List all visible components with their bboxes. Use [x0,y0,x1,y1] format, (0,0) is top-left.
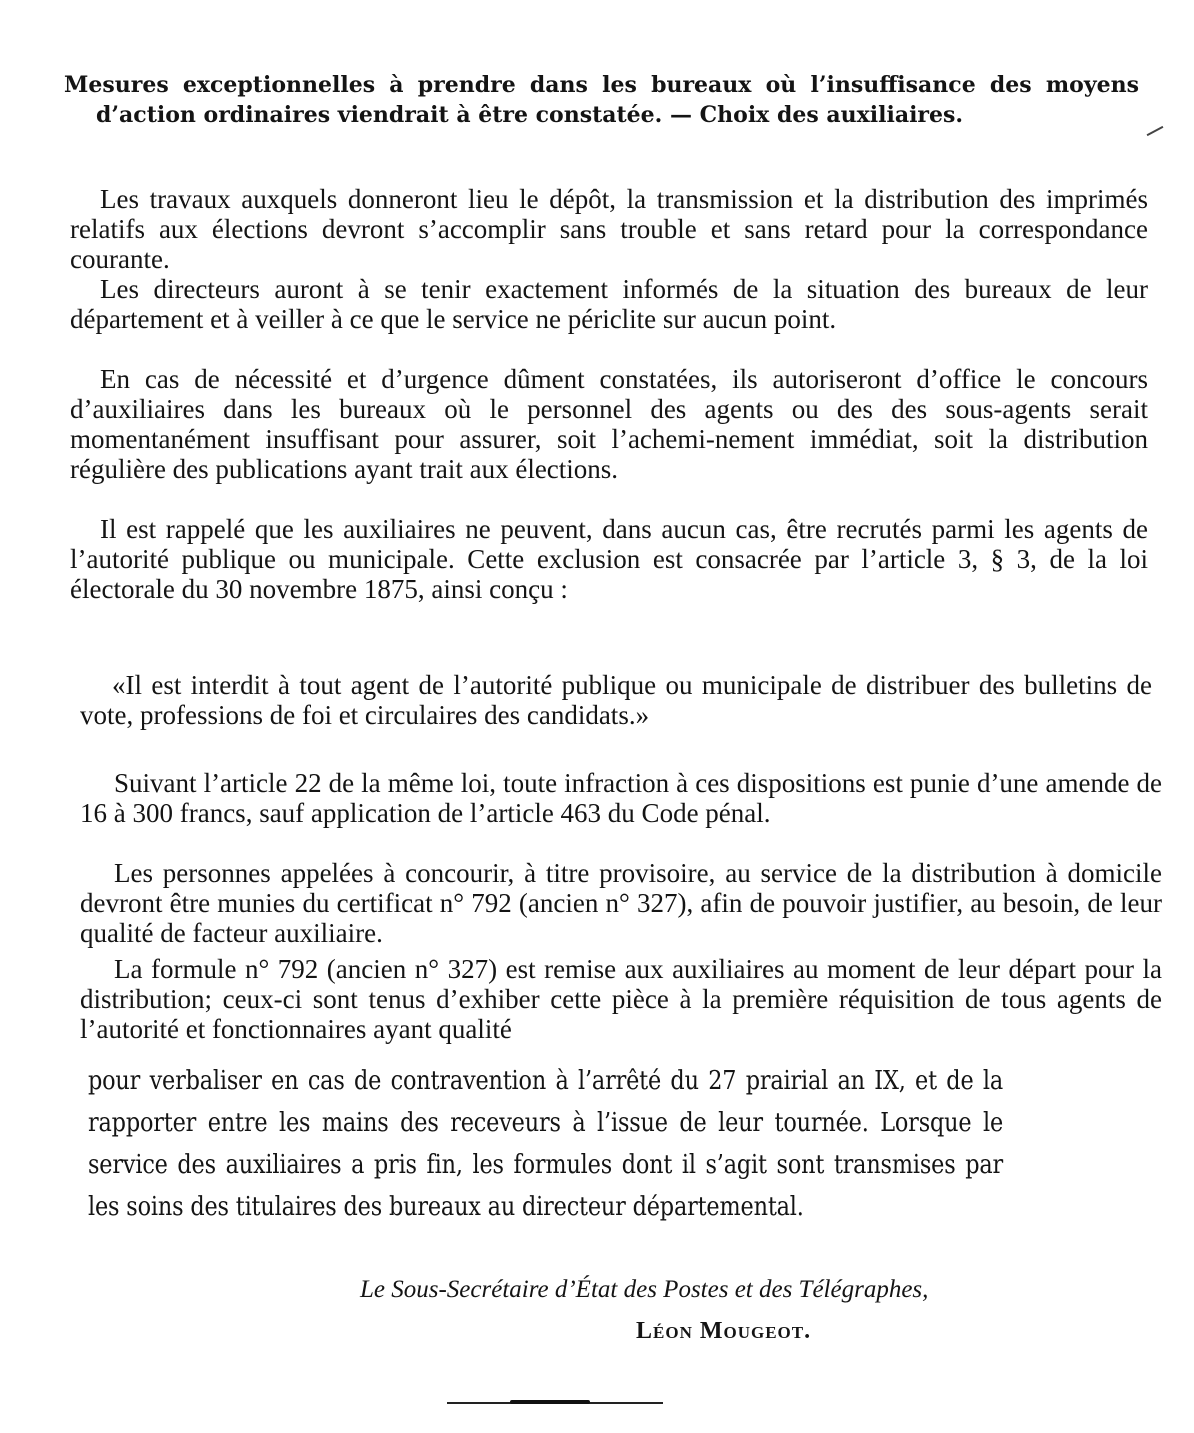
law-quotation: «Il est interdit à tout agent de l’autorité publique ou municipale de distribuer des bulletins de vote, professions de foi et circulaires des candidats.» [80,670,1152,730]
signatory-name: Léon Mougeot. [636,1318,812,1344]
body-section-2 [80,768,1162,1044]
section-heading: Mesures exceptionnelles à prendre dans les bureaux où l’insuffisance des moyens d’action ordinaires viendrait à être constatée. — Choix des auxiliaires. [64,72,1139,128]
closing-rule-ornament [510,1400,590,1404]
paragraph: pour verbaliser en cas de contravention à l’arrêté du 27 prairial an IX, et de la rapporter entre les mains des receveurs à l’issue de leur tournée. Lorsque le service des auxiliaires a pris fin, les formules dont il s’agit sont transmises par les soins des titulaires des bureaux au directeur départemental. [88,1066,1004,1222]
signatory-title: Le Sous-Secrétaire d’État des Postes et des Télégraphes, [360,1276,929,1303]
body-section-3 [88,1060,1003,1228]
paragraph: Suivant l’article 22 de la même loi, toute infraction à ces dispositions est punie d’une amende de 16 à 300 francs, sauf application de l’article 463 du Code pénal. [80,768,1162,828]
paragraph: En cas de nécessité et d’urgence dûment constatées, ils autoriseront d’office le concours d’auxiliaires dans les bureaux où le personnel des agents ou des des sous-agents serait momentanément insuffisant pour assurer, soit l’achemi-nement immédiat, soit la distribution régulière des publications ayant trait aux élections. [70,364,1148,484]
paragraph: Les directeurs auront à se tenir exactement informés de la situation des bureaux de leur département et à veiller à ce que le service ne périclite sur aucun point. [70,274,1148,334]
paragraph: Les personnes appelées à concourir, à titre provisoire, au service de la distribution à domicile devront être munies du certificat n° 792 (ancien n° 327), afin de pouvoir justifier, au besoin, de leur qualité de facteur auxiliaire. [80,858,1162,948]
paragraph: Les travaux auxquels donneront lieu le dépôt, la transmission et la distribution des imprimés relatifs aux élections devront s’accomplir sans trouble et sans retard pour la correspondance courante. [70,184,1148,274]
paragraph: La formule n° 792 (ancien n° 327) est remise aux auxiliaires au moment de leur départ pour la distribution; ceux-ci sont tenus d’exhiber cette pièce à la première réquisition de tous agents de l’autorité et fonctionnaires ayant qualité [80,954,1162,1044]
body-section-1 [70,184,1148,604]
paragraph: Il est rappelé que les auxiliaires ne peuvent, dans aucun cas, être recrutés parmi les agents de l’autorité publique ou municipale. Cette exclusion est consacrée par l’article 3, § 3, de la loi électorale du 30 novembre 1875, ainsi conçu : [70,514,1148,604]
margin-mark [1147,126,1164,136]
